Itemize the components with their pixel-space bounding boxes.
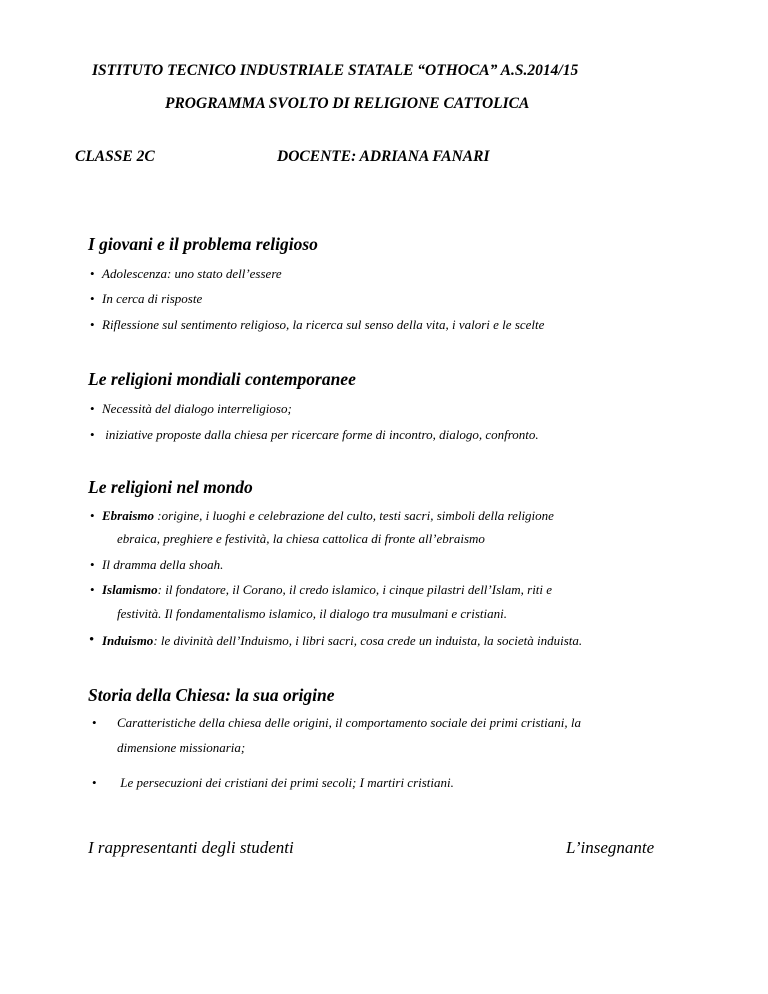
bullet-icon: • bbox=[90, 557, 95, 572]
list-item: Adolescenza: uno stato dell’essere bbox=[102, 266, 282, 281]
item-keyword: Ebraismo bbox=[102, 508, 155, 523]
bullet-icon: • bbox=[90, 427, 95, 442]
list-item-continuation: festività. Il fondamentalismo islamico, il dialogo tra musulmani e cristiani. bbox=[117, 606, 507, 621]
school-title: ISTITUTO TECNICO INDUSTRIALE STATALE “OTHOCA” A.S.2014/15 bbox=[92, 62, 579, 79]
teacher-signature-label: L’insegnante bbox=[566, 838, 655, 857]
list-item: Il dramma della shoah. bbox=[102, 557, 224, 572]
bullet-icon: • bbox=[90, 291, 95, 306]
list-item: In cerca di risposte bbox=[102, 291, 203, 306]
bullet-icon: • bbox=[90, 317, 95, 332]
section-title: I giovani e il problema religioso bbox=[88, 234, 318, 254]
list-item bbox=[102, 508, 554, 524]
list-item: Riflessione sul sentimento religioso, la ricerca sul senso della vita, i valori e le scelte bbox=[102, 317, 545, 332]
list-item: Caratteristiche della chiesa delle origini, il comportamento sociale dei primi cristiani, la bbox=[117, 715, 581, 730]
students-signature-label: I rappresentanti degli studenti bbox=[88, 838, 294, 857]
bullet-icon: • bbox=[90, 401, 95, 416]
list-item: iniziative proposte dalla chiesa per ricercare forme di incontro, dialogo, confronto. bbox=[102, 427, 539, 442]
list-item-continuation: ebraica, preghiere e festività, la chiesa cattolica di fronte all’ebraismo bbox=[117, 531, 485, 546]
section-title: Storia della Chiesa: la sua origine bbox=[88, 685, 335, 705]
bullet-icon: • bbox=[89, 632, 95, 648]
item-text: : le divinità dell’Induismo, i libri sacri, cosa crede un induista, la società induista. bbox=[153, 633, 583, 648]
item-keyword: Islamismo bbox=[102, 582, 158, 597]
item-text: :origine, i luoghi e celebrazione del culto, testi sacri, simboli della religione bbox=[154, 508, 554, 523]
bullet-icon: • bbox=[92, 775, 97, 790]
bullet-icon: • bbox=[90, 266, 95, 281]
section-title: Le religioni mondiali contemporanee bbox=[88, 369, 356, 389]
program-title: PROGRAMMA SVOLTO DI RELIGIONE CATTOLICA bbox=[165, 95, 530, 112]
bullet-icon: • bbox=[90, 508, 95, 523]
bullet-icon: • bbox=[92, 715, 97, 730]
list-item bbox=[102, 633, 582, 649]
teacher-label: DOCENTE: ADRIANA FANARI bbox=[277, 148, 490, 165]
list-item-continuation: dimensione missionaria; bbox=[117, 740, 246, 755]
list-item: Necessità del dialogo interreligioso; bbox=[102, 401, 292, 416]
list-item: Le persecuzioni dei cristiani dei primi secoli; I martiri cristiani. bbox=[117, 775, 454, 790]
list-item bbox=[102, 582, 552, 598]
item-text: : il fondatore, il Corano, il credo islamico, i cinque pilastri dell’Islam, riti e bbox=[157, 582, 553, 597]
class-label: CLASSE 2C bbox=[75, 148, 155, 165]
item-keyword: Induismo bbox=[102, 633, 154, 648]
bullet-icon: • bbox=[90, 582, 95, 597]
section-title: Le religioni nel mondo bbox=[88, 477, 253, 497]
